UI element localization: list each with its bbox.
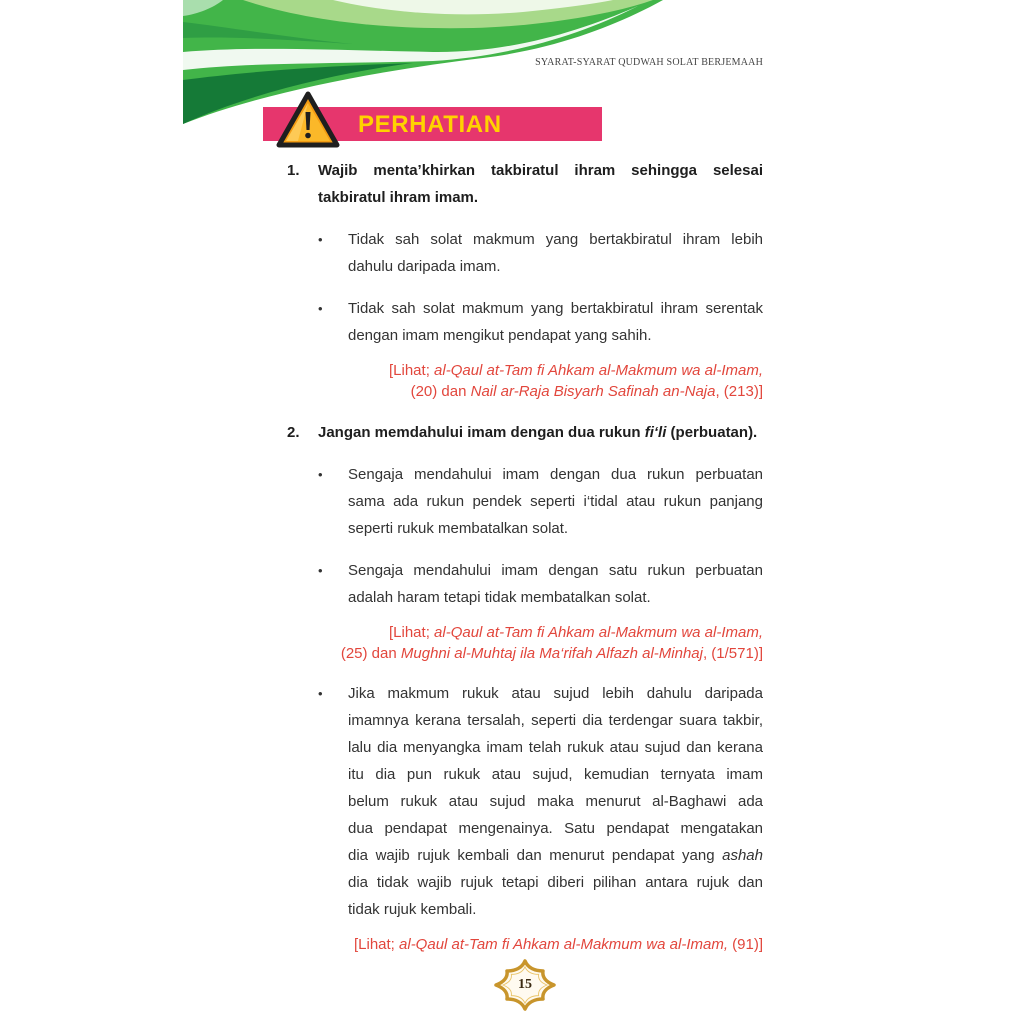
italic-text: fi‘li bbox=[644, 424, 667, 441]
bullet-icon: • bbox=[318, 467, 323, 482]
text-segment: [Lihat; bbox=[389, 624, 435, 641]
text-line bbox=[348, 295, 763, 322]
text-line bbox=[348, 461, 763, 488]
text-segment: Sengaja mendahului imam dengan dua rukun perbuatan bbox=[348, 466, 763, 483]
text-segment: tidak rujuk kembali. bbox=[348, 901, 477, 918]
text-segment: dua pendapat mengenainya. Satu pendapat mengatakan bbox=[348, 820, 763, 837]
exclamation-dot bbox=[305, 133, 311, 139]
text-line bbox=[348, 734, 763, 761]
citation bbox=[287, 360, 763, 402]
warning-icon bbox=[276, 90, 340, 150]
page-number: 15 bbox=[518, 977, 532, 992]
item-heading bbox=[318, 419, 763, 446]
item-heading bbox=[318, 157, 763, 211]
running-header-title: SYARAT-SYARAT QUDWAH SOLAT BERJEMAAH bbox=[535, 57, 763, 68]
text-segment: dengan imam mengikut pendapat yang sahih. bbox=[348, 327, 652, 344]
banner-title: PERHATIAN bbox=[358, 111, 502, 138]
text-segment: belum rukuk atau sujud maka menurut al-Baghawi ada bbox=[348, 793, 763, 810]
text-segment: dia tidak wajib rujuk tetapi diberi pilihan antara rujuk dan bbox=[348, 874, 763, 891]
bullet-text bbox=[348, 226, 763, 280]
text-line bbox=[318, 419, 763, 446]
text-line bbox=[287, 643, 763, 664]
italic-text: ashah bbox=[722, 847, 763, 864]
item-number: 1. bbox=[287, 162, 300, 179]
text-line bbox=[318, 157, 763, 184]
citation bbox=[287, 934, 763, 955]
text-line bbox=[348, 488, 763, 515]
item-number: 2. bbox=[287, 424, 300, 441]
text-segment: (20) dan bbox=[410, 383, 471, 400]
text-line bbox=[287, 360, 763, 381]
italic-text: Mughni al-Muhtaj ila Ma‘rifah Alfazh al-Minhaj bbox=[400, 645, 703, 662]
bullet-point bbox=[318, 295, 763, 349]
text-line bbox=[348, 226, 763, 253]
text-line bbox=[348, 896, 763, 923]
text-segment: (25) dan bbox=[340, 645, 401, 662]
italic-text: al-Qaul at-Tam fi Ahkam al-Makmum wa al-Imam, bbox=[434, 362, 763, 379]
bullet-icon: • bbox=[318, 563, 323, 578]
text-segment: [Lihat; bbox=[389, 362, 435, 379]
text-line bbox=[348, 253, 763, 280]
page-content bbox=[287, 157, 763, 955]
text-segment: Wajib menta’khirkan takbiratul ihram sehingga selesai bbox=[318, 162, 763, 179]
text-segment: takbiratul ihram imam. bbox=[318, 189, 479, 206]
bullet-icon: • bbox=[318, 301, 323, 316]
text-line bbox=[348, 761, 763, 788]
text-line bbox=[348, 515, 763, 542]
text-segment: Sengaja mendahului imam dengan satu rukun perbuatan bbox=[348, 562, 763, 579]
bullet-text bbox=[348, 557, 763, 611]
text-line bbox=[348, 557, 763, 584]
text-segment: imamnya kerana tersalah, seperti dia terdengar suara takbir, bbox=[348, 712, 763, 729]
text-segment: adalah haram tetapi tidak membatalkan solat. bbox=[348, 589, 651, 606]
text-line bbox=[348, 322, 763, 349]
text-segment: seperti rukuk membatalkan solat. bbox=[348, 520, 569, 537]
bullet-icon: • bbox=[318, 232, 323, 247]
text-segment: Tidak sah solat makmum yang bertakbiratul ihram lebih bbox=[348, 231, 763, 248]
citation bbox=[287, 622, 763, 664]
text-segment: Jika makmum rukuk atau sujud lebih dahulu daripada bbox=[348, 685, 763, 702]
bullet-point bbox=[318, 461, 763, 542]
text-segment: Tidak sah solat makmum yang bertakbiratul ihram serentak bbox=[348, 300, 763, 317]
text-segment: [Lihat; bbox=[353, 936, 400, 953]
bullet-text bbox=[348, 461, 763, 542]
bullet-point bbox=[318, 557, 763, 611]
text-line bbox=[348, 584, 763, 611]
numbered-item bbox=[287, 157, 763, 402]
bullet-point bbox=[318, 226, 763, 280]
text-line bbox=[318, 184, 763, 211]
numbered-item bbox=[287, 419, 763, 955]
text-line bbox=[287, 934, 763, 955]
text-segment: dahulu daripada imam. bbox=[348, 258, 501, 275]
text-segment: itu dia pun rukuk atau sujud, kemudian ternyata imam bbox=[348, 766, 763, 783]
text-line bbox=[348, 788, 763, 815]
text-line bbox=[287, 622, 763, 643]
text-line bbox=[287, 381, 763, 402]
text-segment: , (213)] bbox=[715, 383, 763, 400]
bullet-text bbox=[348, 680, 763, 923]
text-segment: (91)] bbox=[727, 936, 763, 953]
text-segment: Jangan memdahului imam dengan dua rukun bbox=[318, 424, 645, 441]
italic-text: al-Qaul at-Tam fi Ahkam al-Makmum wa al-Imam, bbox=[399, 936, 728, 953]
text-segment: lalu dia menyangka imam telah rukuk atau sujud dan kerana bbox=[348, 739, 763, 756]
bullet-icon: • bbox=[318, 686, 323, 701]
text-line bbox=[348, 680, 763, 707]
bullet-point bbox=[318, 680, 763, 923]
text-line bbox=[348, 815, 763, 842]
text-segment: sama ada rukun pendek seperti i‘tidal atau rukun panjang bbox=[348, 493, 763, 510]
text-line bbox=[348, 707, 763, 734]
text-segment: (perbuatan). bbox=[666, 424, 758, 441]
italic-text: Nail ar-Raja Bisyarh Safinah an-Naja bbox=[470, 383, 716, 400]
text-line bbox=[348, 842, 763, 869]
italic-text: al-Qaul at-Tam fi Ahkam al-Makmum wa al-Imam, bbox=[434, 624, 763, 641]
text-segment: dia wajib rujuk kembali dan menurut pendapat yang bbox=[348, 847, 723, 864]
text-line bbox=[348, 869, 763, 896]
bullet-text bbox=[348, 295, 763, 349]
text-segment: , (1/571)] bbox=[702, 645, 763, 662]
